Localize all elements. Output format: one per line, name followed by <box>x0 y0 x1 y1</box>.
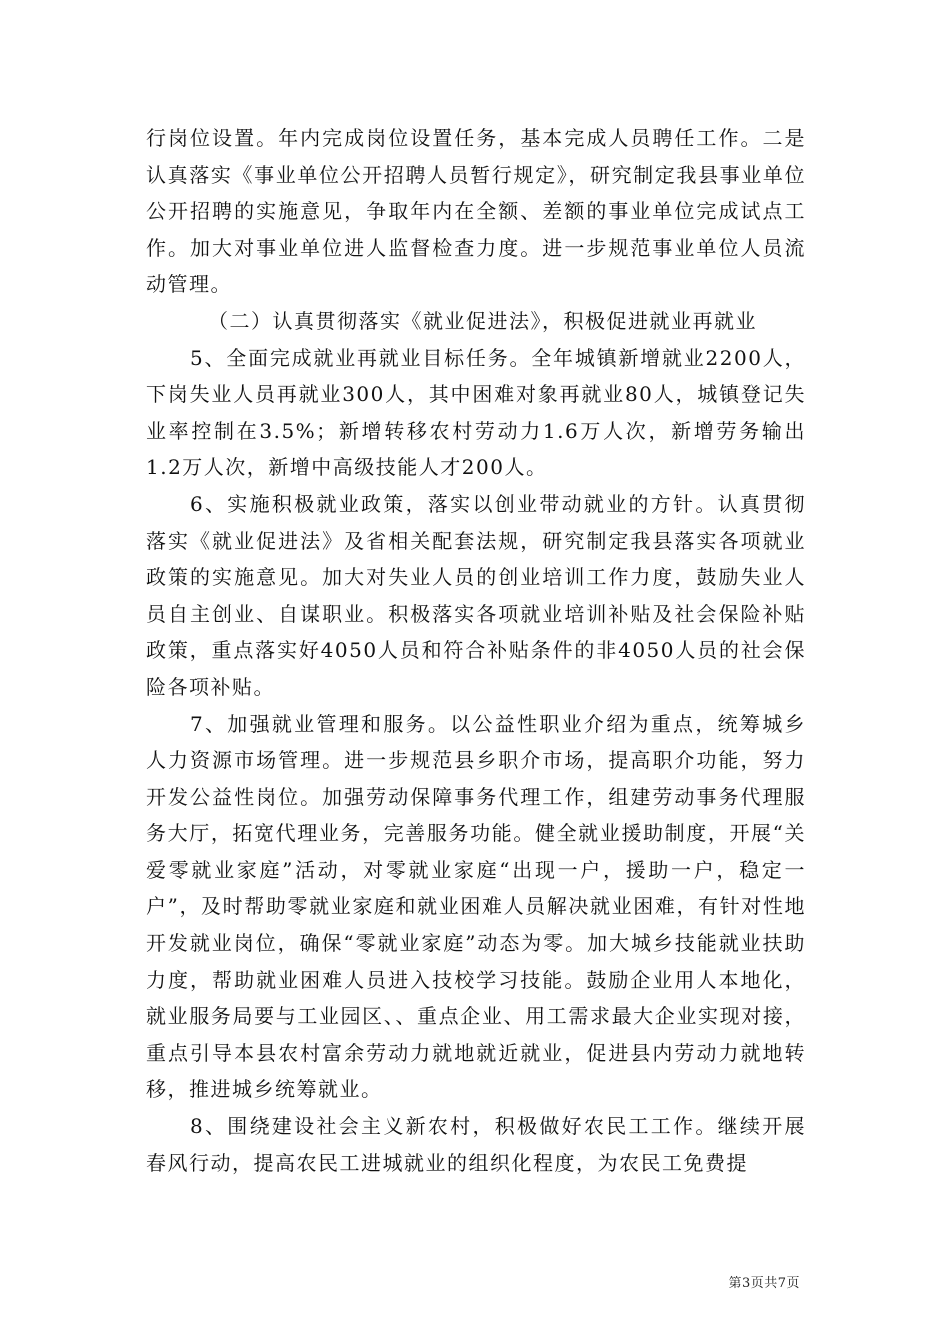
document-body <box>146 120 806 1181</box>
page-number: 第3页共7页 <box>728 1276 800 1291</box>
paragraph-item-6: 6、实施积极就业政策，落实以创业带动就业的方针。认真贯彻落实《就业促进法》及省相关配套法规，研究制定我县落实各项就业政策的实施意见。加大对失业人员的创业培训工作力度，鼓励失业人员自主创业、自谋职业。积极落实各项就业培训补贴及社会保险补贴政策，重点落实好4050人员和符合补贴条件的非4050人员的社会保险各项补贴。 <box>146 491 806 699</box>
paragraph-item-7: 7、加强就业管理和服务。以公益性职业介绍为重点，统筹城乡人力资源市场管理。进一步规范县乡职介市场，提高职介功能，努力开发公益性岗位。加强劳动保障事务代理工作，组建劳动事务代理服务大厅，拓宽代理业务，完善服务功能。健全就业援助制度，开展“关爱零就业家庭”活动，对零就业家庭“出现一户，援助一户，稳定一户”，及时帮助零就业家庭和就业困难人员解决就业困难，有针对性地开发就业岗位，确保“零就业家庭”动态为零。加大城乡技能就业扶助力度，帮助就业困难人员进入技校学习技能。鼓励企业用人本地化，就业服务局要与工业园区、、重点企业、用工需求最大企业实现对接，重点引导本县农村富余劳动力就地就近就业，促进县内劳动力就地转移，推进城乡统筹就业。 <box>146 711 806 1102</box>
paragraph-item-8: 8、围绕建设社会主义新农村，积极做好农民工工作。继续开展春风行动，提高农民工进城就业的组织化程度，为农民工免费提 <box>146 1114 806 1175</box>
paragraph-item-5: 5、全面完成就业再就业目标任务。全年城镇新增就业2200人，下岗失业人员再就业300人，其中困难对象再就业80人，城镇登记失业率控制在3.5%；新增转移农村劳动力1.6万人次，新增劳务输出1.2万人次，新增中高级技能人才200人。 <box>146 345 806 480</box>
section-heading: （二）认真贯彻落实《就业促进法》，积极促进就业再就业 <box>208 308 757 333</box>
paragraph-continuation: 行岗位设置。年内完成岗位设置任务，基本完成人员聘任工作。二是认真落实《事业单位公开招聘人员暂行规定》，研究制定我县事业单位公开招聘的实施意见，争取年内在全额、差额的事业单位完成试点工作。加大对事业单位进人监督检查力度。进一步规范事业单位人员流动管理。 <box>146 126 806 297</box>
